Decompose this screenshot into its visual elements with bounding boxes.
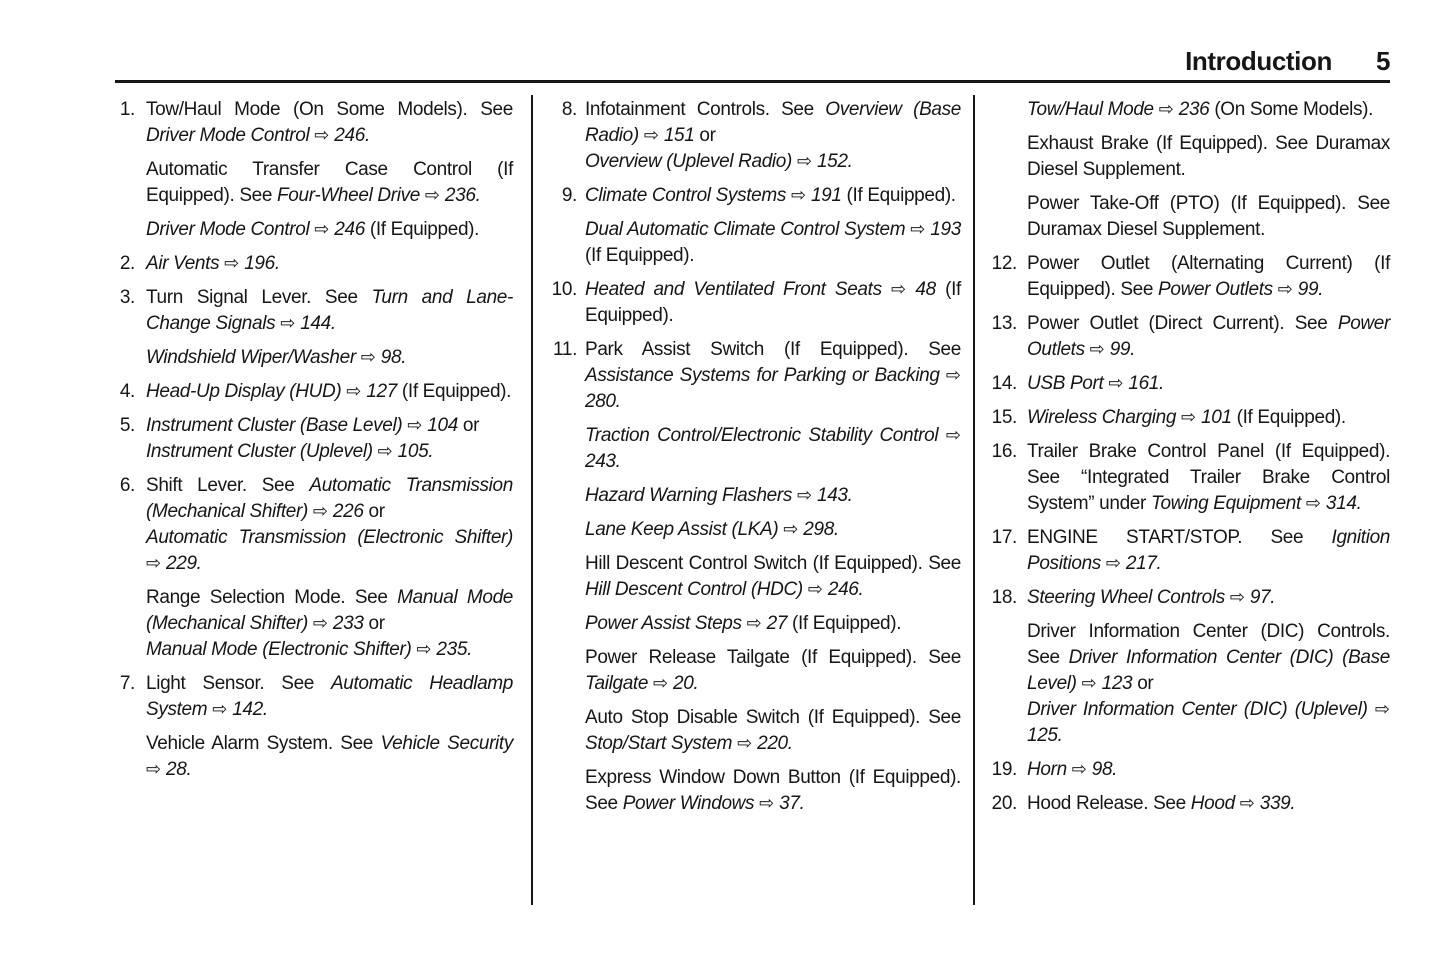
item-body xyxy=(1027,311,1390,371)
item-paragraph xyxy=(585,551,961,603)
text-run: Vehicle Security xyxy=(380,733,513,754)
text-run: Manual Mode (Mechanical Shifter) xyxy=(146,587,514,634)
item-number: 4. xyxy=(119,381,135,402)
text-run: Power Windows xyxy=(622,793,760,814)
list-item xyxy=(545,183,961,277)
text-run: Ignition Positions xyxy=(1027,527,1390,574)
page-reference-arrow-icon: ⇨ xyxy=(796,151,813,172)
list-item xyxy=(985,97,1390,251)
item-paragraph xyxy=(1027,251,1390,303)
item-number: 6. xyxy=(119,475,135,496)
list-item xyxy=(985,311,1390,371)
text-run: Driver Information Center (DIC) Controls. See xyxy=(1027,621,1390,668)
text-run: 142. xyxy=(227,699,268,720)
text-run: Overview (Uplevel Radio) xyxy=(585,151,797,172)
text-run: 246. xyxy=(329,125,370,146)
page-reference-arrow-icon: ⇨ xyxy=(424,185,440,206)
page-reference-arrow-icon: ⇨ xyxy=(280,313,296,334)
text-run: Stop/Start System xyxy=(585,733,738,754)
text-run: Hood Release. See xyxy=(1027,793,1191,814)
text-run: Park Assist Switch (If Equipped). See xyxy=(585,339,961,360)
columns xyxy=(115,95,1390,910)
text-run: 236. xyxy=(439,185,481,206)
text-run: Instrument Cluster (Uplevel) xyxy=(146,441,378,462)
text-run: Dual Automatic Climate Control System xyxy=(585,219,911,240)
text-run: Power Release Tailgate (If Equipped). See xyxy=(585,647,961,668)
item-body xyxy=(585,183,961,277)
page-reference-arrow-icon: ⇨ xyxy=(1277,279,1293,300)
text-run: 314. xyxy=(1320,493,1362,514)
text-run: Vehicle Alarm System. See xyxy=(146,733,381,754)
item-number: 20. xyxy=(991,793,1017,814)
text-run: Windshield Wiper/Washer xyxy=(146,347,361,368)
item-paragraph xyxy=(146,671,513,723)
text-run: Automatic Transmission (Mechanical Shifter) xyxy=(146,475,513,522)
text-run: Power Take-Off (PTO) (If Equipped). See Duramax Diesel Supplement. xyxy=(1027,193,1390,240)
page-reference-arrow-icon: ⇨ xyxy=(212,699,228,720)
text-run: 339. xyxy=(1254,793,1296,814)
list-item xyxy=(115,379,513,413)
page-reference-arrow-icon: ⇨ xyxy=(790,185,807,206)
item-number: 3. xyxy=(119,287,135,308)
text-run: 48 xyxy=(906,279,936,300)
list-item xyxy=(545,337,961,825)
page-reference-arrow-icon: ⇨ xyxy=(377,441,393,462)
list-item xyxy=(985,405,1390,439)
text-run: or xyxy=(1132,673,1154,694)
text-run: 243. xyxy=(585,451,621,472)
page-reference-arrow-icon: ⇨ xyxy=(407,415,423,436)
item-paragraph xyxy=(585,765,961,817)
item-body xyxy=(1027,791,1390,825)
text-run: 280. xyxy=(585,391,621,412)
page-reference-arrow-icon: ⇨ xyxy=(737,733,753,754)
item-paragraph xyxy=(585,423,961,475)
list-item xyxy=(985,525,1390,585)
text-run: 196. xyxy=(239,253,280,274)
item-number: 14. xyxy=(991,373,1017,394)
text-run: 37. xyxy=(774,793,805,814)
text-run: 191 xyxy=(806,185,842,206)
page-reference-arrow-icon: ⇨ xyxy=(746,613,762,634)
text-run: Power Outlet (Alternating Current) (If Equipped). See xyxy=(1027,253,1390,300)
text-run: Power Assist Steps xyxy=(585,613,747,634)
page-reference-arrow-icon: ⇨ xyxy=(146,759,162,780)
text-run: Overview (Base Radio) xyxy=(585,99,961,146)
page-title: Introduction xyxy=(1185,46,1332,76)
item-body xyxy=(146,285,513,379)
text-run: Towing Equipment xyxy=(1150,493,1306,514)
item-body xyxy=(1027,405,1390,439)
item-body xyxy=(585,277,961,337)
text-run: 28. xyxy=(161,759,192,780)
text-run: 105. xyxy=(392,441,434,462)
page-reference-arrow-icon: ⇨ xyxy=(312,501,328,522)
page-reference-arrow-icon: ⇨ xyxy=(1108,373,1124,394)
list-item xyxy=(985,757,1390,791)
item-paragraph xyxy=(585,97,961,175)
item-body xyxy=(1027,97,1390,251)
text-run: 246. xyxy=(822,579,864,600)
list-item xyxy=(115,251,513,285)
item-paragraph xyxy=(585,277,961,329)
text-run: Driver Information Center (DIC) (Uplevel) xyxy=(1027,699,1375,720)
page-reference-arrow-icon: ⇨ xyxy=(1181,407,1197,428)
column-separator xyxy=(973,95,975,905)
item-body xyxy=(146,379,513,413)
item-body xyxy=(1027,251,1390,311)
text-run: Hill Descent Control (HDC) xyxy=(585,579,808,600)
item-paragraph xyxy=(585,645,961,697)
page-reference-arrow-icon: ⇨ xyxy=(759,793,775,814)
item-paragraph xyxy=(146,473,513,577)
page-reference-arrow-icon: ⇨ xyxy=(1239,793,1255,814)
item-number: 10. xyxy=(551,279,577,300)
text-run: Tow/Haul Mode (On Some Models). See xyxy=(146,99,513,120)
text-run: 246 xyxy=(329,219,365,240)
page-reference-arrow-icon: ⇨ xyxy=(224,253,240,274)
list-item xyxy=(115,473,513,671)
item-paragraph xyxy=(1027,405,1390,431)
text-run: 236 xyxy=(1173,99,1210,120)
text-run: 104 xyxy=(422,415,458,436)
text-run: Auto Stop Disable Switch (If Equipped). See xyxy=(585,707,961,728)
text-run: Trailer Brake Control Panel (If Equipped). See “Integrated Trailer Brake Control System” under xyxy=(1027,441,1390,514)
item-paragraph xyxy=(146,251,513,277)
text-run: Heated and Ventilated Front Seats xyxy=(585,279,892,300)
text-run: Driver Mode Control xyxy=(146,125,315,146)
text-run: Hood xyxy=(1190,793,1240,814)
item-paragraph xyxy=(585,337,961,415)
text-run: Automatic Transmission (Electronic Shifter) xyxy=(146,527,513,548)
item-paragraph xyxy=(1027,791,1390,817)
item-body xyxy=(1027,439,1390,525)
text-run: ENGINE START/STOP. See xyxy=(1027,527,1332,548)
list-item xyxy=(985,791,1390,825)
page-reference-arrow-icon: ⇨ xyxy=(360,347,376,368)
text-run: or xyxy=(363,501,385,522)
item-paragraph xyxy=(1027,371,1390,397)
text-run: Tailgate xyxy=(585,673,653,694)
item-paragraph xyxy=(1027,439,1390,517)
list-item xyxy=(985,585,1390,757)
item-paragraph xyxy=(146,379,513,405)
item-body xyxy=(585,97,961,183)
item-paragraph xyxy=(1027,619,1390,749)
text-run: 226 xyxy=(327,501,364,522)
page-reference-arrow-icon: ⇨ xyxy=(1374,699,1390,720)
column-separator xyxy=(531,95,533,905)
text-run: 152. xyxy=(812,151,853,172)
text-run: 20. xyxy=(668,673,699,694)
item-paragraph xyxy=(146,413,513,465)
text-run: Instrument Cluster (Base Level) xyxy=(146,415,408,436)
item-body xyxy=(1027,757,1390,791)
item-paragraph xyxy=(585,611,961,637)
item-paragraph xyxy=(585,517,961,543)
page-reference-arrow-icon: ⇨ xyxy=(1105,553,1121,574)
text-run: Exhaust Brake (If Equipped). See Duramax Diesel Supplement. xyxy=(1027,133,1390,180)
item-paragraph xyxy=(1027,525,1390,577)
page-reference-arrow-icon: ⇨ xyxy=(910,219,926,240)
text-run: Driver Information Center (DIC) (Base Level) xyxy=(1027,647,1391,694)
item-number: 17. xyxy=(991,527,1017,548)
page-reference-arrow-icon: ⇨ xyxy=(346,381,362,402)
page-reference-arrow-icon: ⇨ xyxy=(1089,339,1105,360)
text-run: 298. xyxy=(798,519,839,540)
item-paragraph xyxy=(146,345,513,371)
item-body xyxy=(146,671,513,791)
list-item xyxy=(115,285,513,379)
text-run: 97. xyxy=(1244,587,1276,608)
page-reference-arrow-icon: ⇨ xyxy=(1071,759,1087,780)
text-run: or xyxy=(694,125,716,146)
page-reference-arrow-icon: ⇨ xyxy=(945,365,961,386)
text-run: 217. xyxy=(1120,553,1162,574)
text-run: Horn xyxy=(1027,759,1072,780)
text-run: Light Sensor. See xyxy=(146,673,331,694)
item-number: 7. xyxy=(119,673,135,694)
page-reference-arrow-icon: ⇨ xyxy=(416,639,432,660)
text-run: Shift Lever. See xyxy=(146,475,310,496)
page-reference-arrow-icon: ⇨ xyxy=(807,579,823,600)
item-paragraph xyxy=(146,731,513,783)
item-number: 5. xyxy=(119,415,135,436)
text-run: (If Equipped). xyxy=(364,219,480,240)
column-3 xyxy=(985,97,1390,825)
list-item xyxy=(985,439,1390,525)
text-run: 98. xyxy=(1086,759,1118,780)
text-run: (If Equipped). xyxy=(1231,407,1346,428)
list-item xyxy=(985,251,1390,311)
text-run: Range Selection Mode. See xyxy=(146,587,398,608)
text-run: Manual Mode (Electronic Shifter) xyxy=(146,639,417,660)
item-body xyxy=(1027,371,1390,405)
item-body xyxy=(1027,585,1390,757)
item-paragraph xyxy=(585,217,961,269)
item-body xyxy=(585,337,961,825)
text-run: 220. xyxy=(752,733,793,754)
text-run: Hill Descent Control Switch (If Equipped). See xyxy=(585,553,961,574)
text-run: 99. xyxy=(1292,279,1324,300)
item-paragraph xyxy=(1027,585,1390,611)
item-paragraph xyxy=(1027,757,1390,783)
column-1 xyxy=(115,97,513,791)
text-run: (If Equipped). xyxy=(841,185,956,206)
item-paragraph xyxy=(146,585,513,663)
item-number: 9. xyxy=(561,185,577,206)
text-run: 144. xyxy=(295,313,336,334)
item-paragraph xyxy=(146,285,513,337)
text-run: 127 xyxy=(361,381,397,402)
item-paragraph xyxy=(146,217,513,243)
item-body xyxy=(146,251,513,285)
column-2 xyxy=(545,97,961,825)
text-run: Hazard Warning Flashers xyxy=(585,485,797,506)
item-body xyxy=(146,473,513,671)
text-run: or xyxy=(457,415,480,436)
item-paragraph xyxy=(1027,311,1390,363)
item-body xyxy=(146,97,513,251)
item-paragraph xyxy=(585,705,961,757)
text-run: (If Equipped). xyxy=(396,381,512,402)
item-paragraph xyxy=(1027,131,1390,183)
page-reference-arrow-icon: ⇨ xyxy=(891,279,907,300)
text-run: (If Equipped). xyxy=(585,245,695,266)
text-run: Wireless Charging xyxy=(1027,407,1182,428)
list-item xyxy=(985,371,1390,405)
item-paragraph xyxy=(146,97,513,149)
text-run: Air Vents xyxy=(146,253,225,274)
text-run: 123 xyxy=(1096,673,1133,694)
item-paragraph xyxy=(1027,191,1390,243)
text-run: 193 xyxy=(925,219,961,240)
text-run: 161. xyxy=(1123,373,1164,394)
item-number: 18. xyxy=(991,587,1017,608)
page-reference-arrow-icon: ⇨ xyxy=(643,125,659,146)
text-run: 98. xyxy=(375,347,407,368)
header-rule xyxy=(115,80,1390,83)
item-paragraph xyxy=(585,483,961,509)
text-run: 99. xyxy=(1104,339,1136,360)
text-run: USB Port xyxy=(1027,373,1109,394)
page-reference-arrow-icon: ⇨ xyxy=(796,485,813,506)
item-body xyxy=(146,413,513,473)
text-run: Four-Wheel Drive xyxy=(277,185,425,206)
text-run: Automatic Transfer Case Control (If Equipped). See xyxy=(146,159,513,206)
page-reference-arrow-icon: ⇨ xyxy=(945,425,961,446)
page-header xyxy=(115,46,1390,77)
text-run: Assistance Systems for Parking or Backing xyxy=(585,365,946,386)
text-run: Power Outlets xyxy=(1158,279,1278,300)
page-reference-arrow-icon: ⇨ xyxy=(1305,493,1321,514)
page-reference-arrow-icon: ⇨ xyxy=(312,613,328,634)
page-reference-arrow-icon: ⇨ xyxy=(1158,99,1174,120)
item-number: 16. xyxy=(991,441,1017,462)
item-paragraph xyxy=(1027,97,1390,123)
text-run: (If Equipped). xyxy=(787,613,902,634)
text-run: 233 xyxy=(327,613,364,634)
text-run: Power Outlet (Direct Current). See xyxy=(1027,313,1338,334)
text-run: 143. xyxy=(812,485,853,506)
text-run: Driver Mode Control xyxy=(146,219,315,240)
text-run: or xyxy=(363,613,385,634)
text-run: Express Window Down Button (If Equipped). See xyxy=(585,767,961,814)
text-run: Turn and Lane-Change Signals xyxy=(146,287,513,334)
text-run: Automatic Headlamp System xyxy=(146,673,514,720)
item-number: 2. xyxy=(119,253,135,274)
text-run: Head-Up Display (HUD) xyxy=(146,381,347,402)
text-run: 229. xyxy=(161,553,202,574)
text-run: Climate Control Systems xyxy=(585,185,791,206)
text-run: 101 xyxy=(1196,407,1232,428)
text-run: 151 xyxy=(658,125,695,146)
page-reference-arrow-icon: ⇨ xyxy=(652,673,669,694)
page-reference-arrow-icon: ⇨ xyxy=(146,553,162,574)
item-body xyxy=(1027,525,1390,585)
page-number: 5 xyxy=(1375,46,1390,76)
item-number: 11. xyxy=(553,339,577,360)
list-item xyxy=(115,671,513,791)
text-run: 235. xyxy=(431,639,473,660)
text-run: (On Some Models). xyxy=(1209,99,1374,120)
text-run: Infotainment Controls. See xyxy=(585,99,826,120)
page-reference-arrow-icon: ⇨ xyxy=(1081,673,1097,694)
item-number: 19. xyxy=(991,759,1017,780)
item-number xyxy=(985,97,1017,251)
item-number: 1. xyxy=(119,99,135,120)
text-run: Power Outlets xyxy=(1027,313,1390,360)
item-paragraph xyxy=(585,183,961,209)
page-reference-arrow-icon: ⇨ xyxy=(1229,587,1245,608)
text-run: (If Equipped). xyxy=(585,279,961,326)
page-reference-arrow-icon: ⇨ xyxy=(314,125,330,146)
item-number: 13. xyxy=(991,313,1017,334)
text-run: Lane Keep Assist (LKA) xyxy=(585,519,784,540)
list-item xyxy=(115,97,513,251)
text-run: Tow/Haul Mode xyxy=(1027,99,1159,120)
item-paragraph xyxy=(146,157,513,209)
text-run: 125. xyxy=(1027,725,1063,746)
item-number: 12. xyxy=(991,253,1017,274)
list-item xyxy=(545,97,961,183)
page-reference-arrow-icon: ⇨ xyxy=(314,219,330,240)
list-item xyxy=(545,277,961,337)
text-run: 27 xyxy=(761,613,788,634)
text-run: Turn Signal Lever. See xyxy=(146,287,372,308)
text-run: Steering Wheel Controls xyxy=(1027,587,1230,608)
list-item xyxy=(115,413,513,473)
item-number: 8. xyxy=(561,99,577,120)
page-reference-arrow-icon: ⇨ xyxy=(783,519,799,540)
item-number: 15. xyxy=(991,407,1017,428)
text-run: Traction Control/Electronic Stability Control xyxy=(585,425,946,446)
